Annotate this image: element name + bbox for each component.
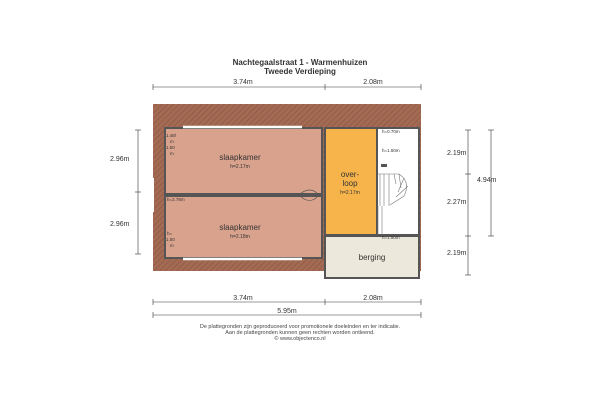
floor-title: Tweede Verdieping xyxy=(264,67,336,76)
landing-label-1: over- xyxy=(340,170,360,179)
dim-left-lower: 2.96m xyxy=(110,221,130,228)
bedroom-1-label: slaapkamer xyxy=(219,153,261,162)
note-top-right: h=0.70m xyxy=(382,129,400,134)
landing-height: h=2.17m xyxy=(340,190,360,196)
note-low-left-b: 1.50 xyxy=(166,237,175,242)
dim-top-left: 3.74m xyxy=(233,79,253,86)
left-dimension xyxy=(135,130,141,254)
disclaimer-line-1: De plattegronden zijn geproduceerd voor promotionele doeleinden en ter indicatie. xyxy=(199,324,401,330)
copyright: © www.objectenco.nl xyxy=(274,336,326,342)
dim-left-upper: 2.96m xyxy=(110,156,130,163)
dim-right-1: 2.19m xyxy=(447,150,467,157)
bedroom-2-height: h=2.18m xyxy=(230,234,250,240)
note-low-left-a: h= xyxy=(167,231,173,236)
note-top-left-c: 1.50 xyxy=(166,145,175,150)
dim-right-2: 2.27m xyxy=(447,199,467,206)
note-low-right: h=1.50m xyxy=(382,235,400,240)
note-low-left-c: m xyxy=(170,243,174,248)
stair-marker xyxy=(381,164,387,167)
dim-top-right: 2.08m xyxy=(363,79,383,86)
dim-right-total: 4.94m xyxy=(477,177,497,184)
bedroom-1-height: h=2.17m xyxy=(230,164,250,170)
storage-label: berging xyxy=(358,253,386,262)
note-top-left-b: m xyxy=(170,139,174,144)
bedroom-2-label: slaapkamer xyxy=(219,223,261,232)
note-mid-right: h=1.50m xyxy=(382,148,400,153)
note-top-left-a: 1.48/ xyxy=(166,133,177,138)
dim-bottom-left: 3.74m xyxy=(233,295,253,302)
dim-right-3: 2.19m xyxy=(447,250,467,257)
note-mid-left: h=2.78m xyxy=(167,197,185,202)
right-dimension xyxy=(465,130,494,275)
disclaimer-line-2: Aan de plattegronden kunnen geen rechten worden ontleend. xyxy=(225,330,375,336)
dim-total: 5.95m xyxy=(277,308,297,315)
stair-area xyxy=(377,128,419,235)
note-top-left-d: m xyxy=(170,151,174,156)
landing-label-2: loop xyxy=(342,179,358,188)
dim-bottom-right: 2.08m xyxy=(363,295,383,302)
plan-title: Nachtegaalstraat 1 - Warmenhuizen xyxy=(232,58,368,67)
